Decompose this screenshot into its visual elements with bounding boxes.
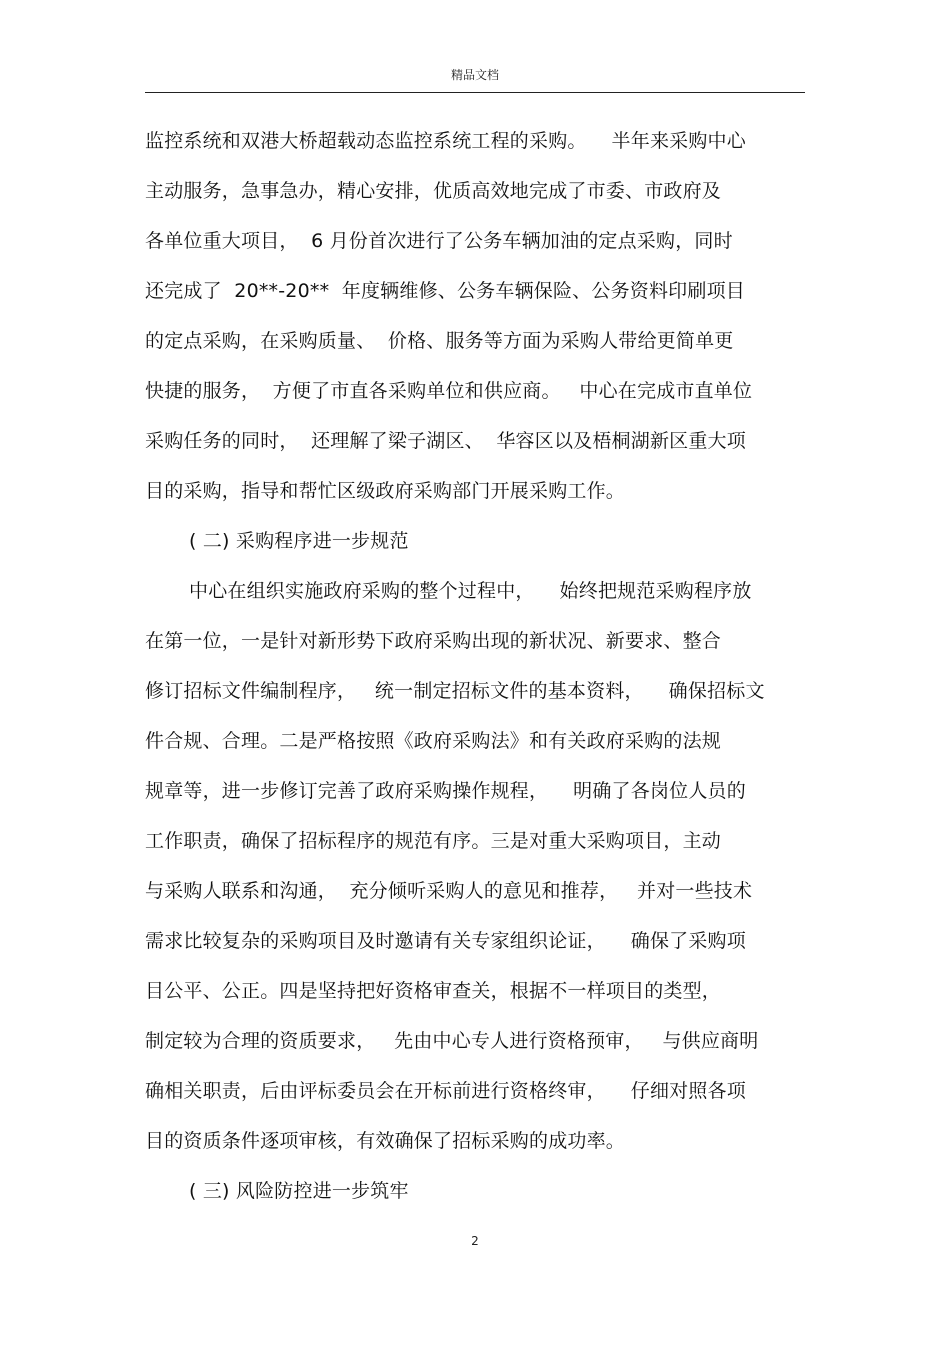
text-line: 需求比较复杂的采购项目及时邀请有关专家组织论证， 确保了采购项 <box>145 930 746 952</box>
text-line: 修订招标文件编制程序， 统一制定招标文件的基本资料， 确保招标文 <box>145 680 765 702</box>
text-line: 制定较为合理的资质要求， 先由中心专人进行资格预审， 与供应商明 <box>145 1030 759 1052</box>
text-line: 目公平、公正。四是坚持把好资格审查关，根据不一样项目的类型， <box>145 980 722 1002</box>
text-line: 主动服务，急事急办，精心安排，优质高效地完成了市委、市政府及 <box>145 180 722 202</box>
text-line: 确相关职责，后由评标委员会在开标前进行资格终审， 仔细对照各项 <box>145 1080 746 1102</box>
text-line: 规章等，进一步修订完善了政府采购操作规程， 明确了各岗位人员的 <box>145 780 746 802</box>
page-header-title: 精品文档 <box>450 68 499 82</box>
text-line: 目的采购，指导和帮忙区级政府采购部门开展采购工作。 <box>145 480 626 502</box>
page-number: 2 <box>471 1234 479 1248</box>
text-line: 快捷的服务， 方便了市直各采购单位和供应商。 中心在完成市直单位 <box>145 380 753 402</box>
document-body <box>145 121 805 1221</box>
text-line: 在第一位，一是针对新形势下政府采购出现的新状况、新要求、整合 <box>145 630 722 652</box>
header-divider <box>145 92 805 93</box>
text-line: 中心在组织实施政府采购的整个过程中， 始终把规范采购程序放 <box>189 580 752 602</box>
text-line: 工作职责，确保了招标程序的规范有序。三是对重大采购项目，主动 <box>145 830 722 852</box>
text-line: 与采购人联系和沟通， 充分倾听采购人的意见和推荐， 并对一些技术 <box>145 880 753 902</box>
text-line: 各单位重大项目， 6 月份首次进行了公务车辆加油的定点采购，同时 <box>145 230 733 252</box>
text-line: 的定点采购，在采购质量、 价格、服务等方面为采购人带给更简单更 <box>145 330 734 352</box>
text-line: 还完成了 20**-20** 年度辆维修、公务车辆保险、公务资料印刷项目 <box>145 280 745 302</box>
text-line: ( 三) 风险防控进一步筑牢 <box>189 1180 409 1202</box>
text-line: 监控系统和双港大桥超载动态监控系统工程的采购。 半年来采购中心 <box>145 130 746 152</box>
text-line: 采购任务的同时， 还理解了梁子湖区、 华容区以及梧桐湖新区重大项 <box>145 430 746 452</box>
text-line: 目的资质条件逐项审核，有效确保了招标采购的成功率。 <box>145 1130 626 1152</box>
text-line: 件合规、合理。二是严格按照《政府采购法》和有关政府采购的法规 <box>145 730 722 752</box>
text-line: ( 二) 采购程序进一步规范 <box>189 530 409 552</box>
